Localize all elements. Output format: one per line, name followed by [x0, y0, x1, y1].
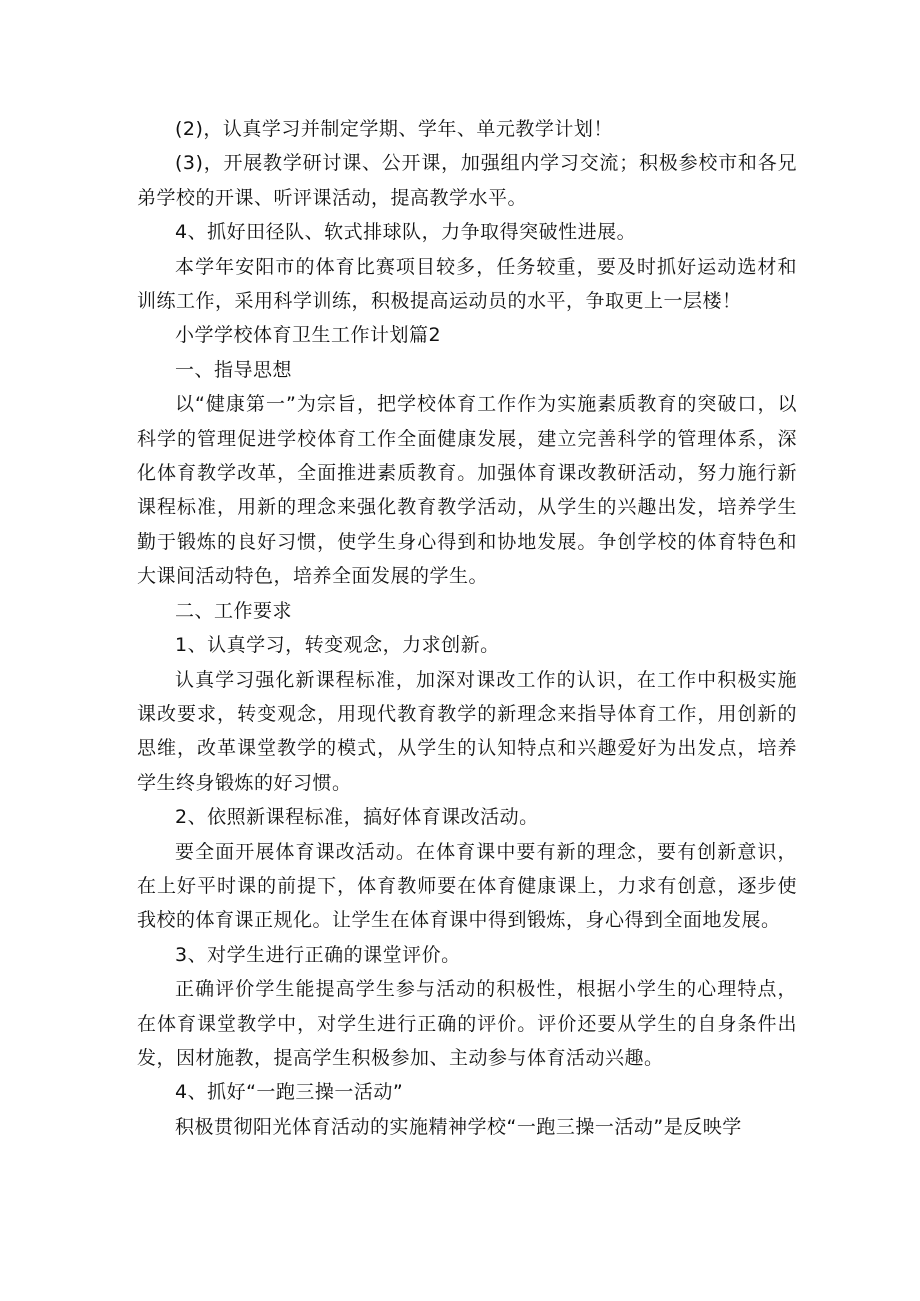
paragraph: 认真学习强化新课程标准，加深对课改工作的认识，在工作中积极实施课改要求，转变观念，用现代教育教学的新理念来指导体育工作，用创新的思维，改革课堂教学的模式，从学生的认知特点和兴趣爱好为出发点，培养学生终身锻炼的好习惯。: [137, 668, 797, 794]
subheading: 2、依照新课程标准，搞好体育课改活动。: [175, 806, 539, 829]
paragraph: 要全面开展体育课改活动。在体育课中要有新的理念，要有创新意识，在上好平时课的前提下，体育教师要在体育健康课上，力求有创意，逐步使我校的体育课正规化。让学生在体育课中得到锻炼，身心得到全面地发展。: [137, 840, 797, 932]
paragraph: (2)，认真学习并制定学期、学年、单元教学计划！: [175, 118, 613, 140]
subheading: 4、抓好“一跑三操一活动”: [175, 1081, 404, 1104]
subheading: 3、对学生进行正确的课堂评价。: [175, 943, 461, 966]
heading-work-requirements: 二、工作要求: [175, 599, 293, 622]
document-body: [137, 112, 797, 1144]
paragraph: 正确评价学生能提高学生参与活动的积极性，根据小学生的心理特点，在体育课堂教学中，对学生进行正确的评价。评价还要从学生的自身条件出发，因材施教，提高学生积极参加、主动参与体育活动兴趣。: [137, 978, 797, 1069]
paragraph: 4、抓好田径队、软式排球队，力争取得突破性进展。: [175, 221, 637, 244]
paragraph: 以“健康第一”为宗旨，把学校体育工作作为实施素质教育的突破口，以科学的管理促进学校体育工作全面健康发展，建立完善科学的管理体系，深化体育教学改革，全面推进素质教育。加强体育课改教研活动，努力施行新课程标准，用新的理念来强化教育教学活动，从学生的兴趣出发，培养学生勤于锻炼的良好习惯，使学生身心得到和协地发展。争创学校的体育特色和大课间活动特色，培养全面发展的学生。: [137, 393, 797, 588]
heading-guiding-ideology: 一、指导思想: [175, 358, 293, 381]
paragraph: 本学年安阳市的体育比赛项目较多，任务较重，要及时抓好运动选材和训练工作，采用科学训练，积极提高运动员的水平，争取更上一层楼！: [137, 255, 797, 313]
paragraph: (3)，开展教学研讨课、公开课，加强组内学习交流；积极参校市和各兄弟学校的开课、听评课活动，提高教学水平。: [137, 152, 797, 209]
section-title: 小学学校体育卫生工作计划篇2: [175, 324, 442, 347]
subheading: 1、认真学习，转变观念，力求创新。: [175, 634, 500, 657]
paragraph: 积极贯彻阳光体育活动的实施精神学校“一跑三操一活动”是反映学: [175, 1115, 742, 1138]
